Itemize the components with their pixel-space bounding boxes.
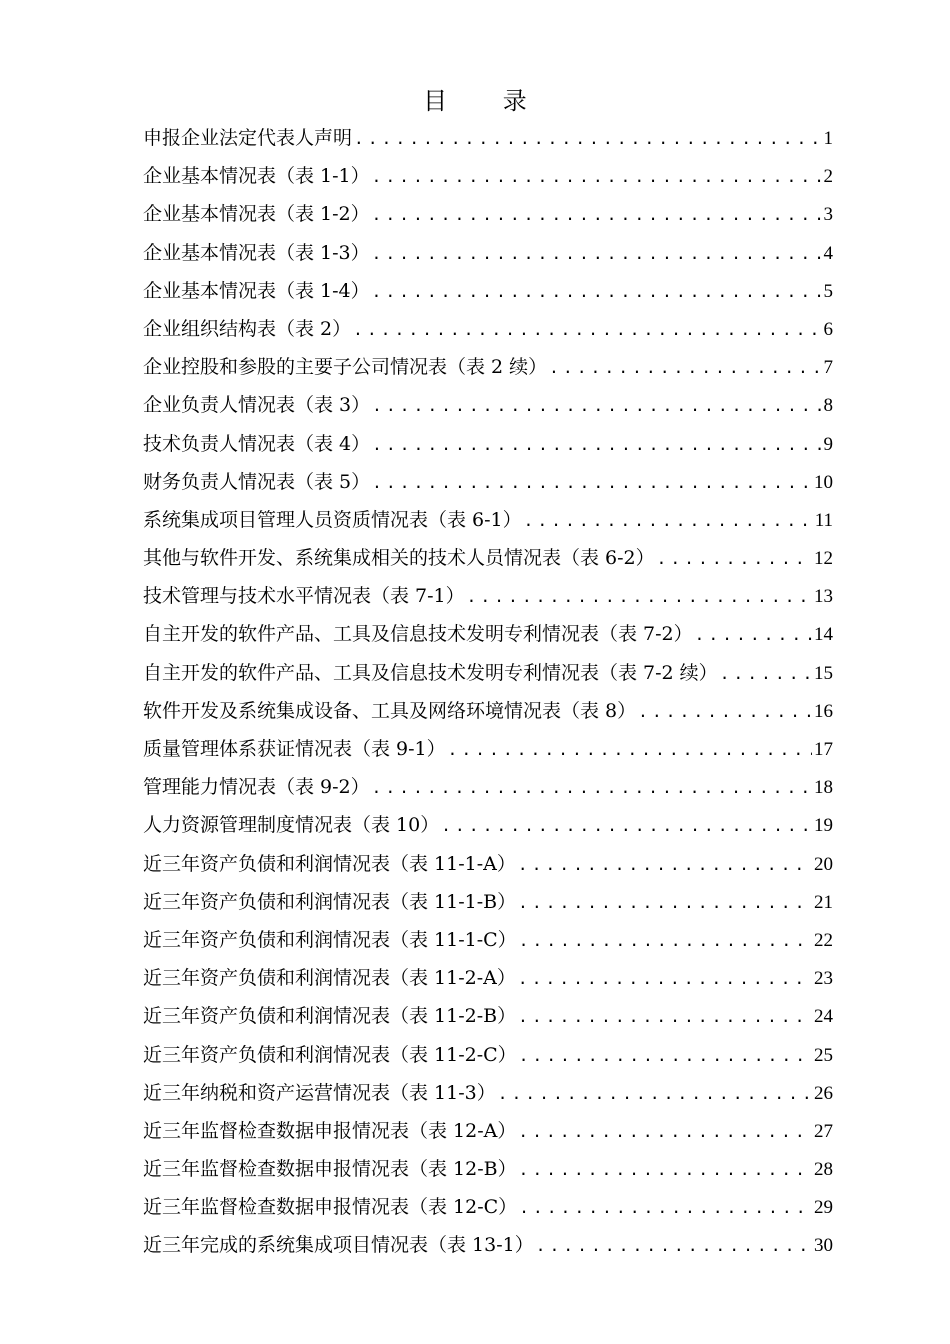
toc-dot-leader: [465, 578, 812, 616]
toc-dot-leader: [516, 960, 812, 998]
toc-dot-leader: [655, 540, 812, 578]
toc-entry-page-number: 15: [814, 662, 833, 684]
toc-dot-leader: [370, 273, 822, 311]
toc-entry-page-number: 30: [814, 1235, 833, 1257]
toc-entry-label: 近三年资产负债和利润情况表（表 11-1-B）: [143, 890, 517, 913]
toc-entry[interactable]: [143, 654, 833, 692]
toc-entry-page-number: 28: [814, 1159, 833, 1181]
toc-dot-leader: [439, 807, 812, 845]
toc-entry[interactable]: [143, 1150, 833, 1188]
toc-entry-page-number: 27: [814, 1120, 833, 1142]
toc-entry-page-number: 26: [814, 1082, 833, 1104]
toc-entry-page-number: 1: [823, 128, 833, 149]
toc-entry-label: 近三年监督检查数据申报情况表（表 12-C）: [143, 1196, 518, 1219]
toc-entry-label: 近三年资产负债和利润情况表（表 11-1-C）: [143, 928, 517, 951]
toc-entry-label: 质量管理体系获证情况表（表 9-1）: [143, 738, 446, 760]
toc-entry-page-number: 29: [814, 1197, 833, 1219]
toc-entry-page-number: 18: [814, 777, 833, 799]
toc-entry-page-number: 22: [814, 929, 833, 951]
toc-entry[interactable]: [143, 1188, 833, 1226]
toc-entry-page-number: 5: [823, 280, 833, 302]
toc-entry-page-number: 24: [814, 1006, 833, 1028]
toc-entry[interactable]: [143, 845, 833, 883]
toc-dot-leader: [522, 502, 813, 540]
toc-entry-page-number: 4: [823, 242, 833, 264]
toc-entry[interactable]: [143, 425, 833, 463]
toc-entry[interactable]: [143, 768, 833, 806]
toc-entry-label: 近三年监督检查数据申报情况表（表 12-A）: [143, 1119, 517, 1142]
toc-dot-leader: [517, 1037, 812, 1075]
toc-entry-label: 自主开发的软件产品、工具及信息技术发明专利情况表（表 7-2 续）: [143, 661, 718, 684]
toc-entry[interactable]: [143, 692, 833, 730]
toc-entry[interactable]: [143, 615, 833, 653]
toc-entry-page-number: 25: [814, 1044, 833, 1066]
toc-dot-leader: [351, 311, 821, 349]
toc-dot-leader: [370, 769, 812, 807]
toc-entry-label: 近三年资产负债和利润情况表（表 11-2-A）: [143, 967, 516, 990]
toc-entry-label: 近三年监督检查数据申报情况表（表 12-B）: [143, 1158, 517, 1181]
toc-entry[interactable]: [143, 539, 833, 577]
toc-entry-label: 人力资源管理制度情况表（表 10）: [143, 814, 440, 837]
toc-entry[interactable]: [143, 348, 833, 386]
toc-entry[interactable]: [143, 310, 833, 348]
toc-entry-label: 技术管理与技术水平情况表（表 7-1）: [143, 585, 465, 608]
toc-entry-label: 软件开发及系统集成设备、工具及网络环境情况表（表 8）: [143, 699, 637, 722]
toc-entry[interactable]: [143, 119, 833, 157]
toc-entry[interactable]: [143, 1074, 833, 1112]
toc-entry-label: 自主开发的软件产品、工具及信息技术发明专利情况表（表 7-2）: [143, 623, 693, 646]
toc-dot-leader: [534, 1227, 812, 1265]
toc-dot-leader: [517, 1151, 812, 1189]
toc-entry[interactable]: [143, 806, 833, 844]
toc-entry-label: 近三年资产负债和利润情况表（表 11-2-C）: [143, 1043, 517, 1066]
toc-entry-label: 管理能力情况表（表 9-2）: [143, 776, 370, 799]
toc-entry-label: 企业负责人情况表（表 3）: [143, 394, 371, 417]
toc-entry[interactable]: [143, 959, 833, 997]
toc-dot-leader: [516, 884, 812, 922]
toc-dot-leader: [352, 120, 821, 158]
toc-entry-page-number: 3: [823, 204, 833, 226]
toc-entry[interactable]: [143, 234, 833, 272]
toc-entry-label: 企业组织结构表（表 2）: [143, 317, 352, 340]
toc-dot-leader: [370, 196, 822, 234]
toc-entry-page-number: 17: [814, 739, 833, 760]
toc-entry[interactable]: [143, 386, 833, 424]
toc-entry[interactable]: [143, 730, 833, 768]
toc-dot-leader: [516, 846, 812, 884]
toc-dot-leader: [370, 158, 822, 196]
toc-entry-page-number: 7: [823, 357, 833, 379]
toc-dot-leader: [517, 1189, 812, 1227]
toc-entry-page-number: 16: [814, 700, 833, 722]
toc-entry[interactable]: [143, 272, 833, 310]
toc-entry-page-number: 20: [814, 853, 833, 875]
toc-entry-label: 企业基本情况表（表 1-3）: [143, 241, 370, 264]
toc-entry-label: 企业基本情况表（表 1-4）: [143, 279, 370, 302]
toc-entry[interactable]: [143, 1036, 833, 1074]
toc-entry-page-number: 23: [814, 968, 833, 990]
toc-entry[interactable]: [143, 921, 833, 959]
toc-entry-page-number: 8: [823, 395, 833, 417]
toc-dot-leader: [636, 693, 812, 731]
toc-dot-leader: [718, 655, 812, 693]
toc-entry[interactable]: [143, 1226, 833, 1264]
toc-entry-page-number: 12: [814, 548, 833, 570]
table-of-contents: [143, 119, 833, 1265]
toc-entry[interactable]: [143, 1112, 833, 1150]
toc-dot-leader: [496, 1075, 812, 1113]
toc-dot-leader: [516, 1113, 812, 1151]
toc-title: 目 录: [423, 87, 551, 115]
toc-dot-leader: [370, 426, 821, 464]
toc-dot-leader: [370, 235, 822, 273]
toc-dot-leader: [693, 616, 812, 654]
toc-entry-label: 企业基本情况表（表 1-1）: [143, 165, 370, 188]
toc-entry-page-number: 2: [823, 166, 833, 188]
toc-dot-leader: [517, 922, 812, 960]
toc-entry-label: 技术负责人情况表（表 4）: [143, 432, 371, 455]
toc-entry-page-number: 19: [814, 815, 833, 837]
toc-entry[interactable]: [143, 463, 833, 501]
toc-entry-page-number: 6: [823, 318, 833, 340]
toc-entry-label: 其他与软件开发、系统集成相关的技术人员情况表（表 6-2）: [143, 547, 655, 570]
toc-entry-page-number: 11: [814, 509, 833, 531]
toc-entry-page-number: 9: [823, 433, 833, 455]
toc-dot-leader: [516, 998, 812, 1036]
toc-entry-page-number: 21: [814, 891, 833, 913]
toc-dot-leader: [370, 464, 812, 502]
toc-entry-label: 申报企业法定代表人声明: [143, 127, 353, 149]
toc-entry-label: 近三年资产负债和利润情况表（表 11-1-A）: [143, 852, 516, 875]
toc-entry-page-number: 10: [814, 471, 833, 493]
toc-entry-label: 近三年资产负债和利润情况表（表 11-2-B）: [143, 1005, 517, 1028]
toc-entry[interactable]: [143, 577, 833, 615]
toc-dot-leader: [446, 731, 812, 769]
toc-entry-label: 近三年纳税和资产运营情况表（表 11-3）: [143, 1081, 496, 1104]
toc-entry[interactable]: [143, 883, 833, 921]
toc-entry-label: 系统集成项目管理人员资质情况表（表 6-1）: [143, 508, 522, 531]
toc-dot-leader: [547, 349, 821, 387]
toc-entry-label: 企业基本情况表（表 1-2）: [143, 203, 370, 226]
toc-entry[interactable]: [143, 195, 833, 233]
toc-entry-page-number: 13: [814, 586, 833, 608]
toc-entry-page-number: 14: [814, 624, 833, 646]
toc-entry[interactable]: [143, 997, 833, 1035]
toc-entry[interactable]: [143, 157, 833, 195]
toc-entry[interactable]: [143, 501, 833, 539]
toc-entry-label: 近三年完成的系统集成项目情况表（表 13-1）: [143, 1234, 534, 1257]
toc-dot-leader: [370, 387, 821, 425]
toc-entry-label: 财务负责人情况表（表 5）: [143, 470, 371, 493]
toc-entry-label: 企业控股和参股的主要子公司情况表（表 2 续）: [143, 356, 548, 379]
